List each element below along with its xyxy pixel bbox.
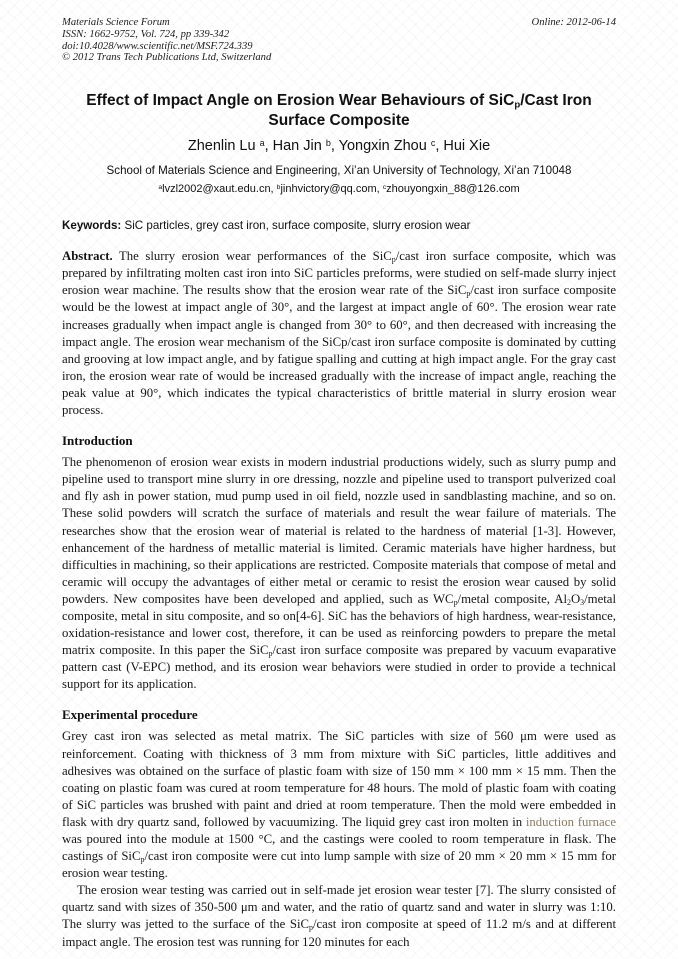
section-heading-introduction: Introduction	[62, 433, 133, 449]
authors-line: Zhenlin Lu $^a$, Han Jin $^b$, Yongxin Zhou $^c$, Hui Xie	[187, 138, 491, 155]
section-heading-experimental: Experimental procedure	[62, 707, 198, 723]
keywords-label: Keywords:	[62, 219, 122, 233]
journal-copyright-line: © 2012 Trans Tech Publications Ltd, Switzerland	[62, 52, 272, 64]
author-emails: $^a$lvzl2002@xaut.edu.cn, $^b$jinhvictory@qq.com, $^c$zhouyongxin_88@126.com	[158, 183, 520, 196]
paper-title: Effect of Impact Angle on Erosion Wear Behaviours of SiC$_p$/Cast Iron Surface Composite	[86, 92, 592, 129]
abstract-label: Abstract.	[62, 249, 113, 264]
journal-doi-line: doi:10.4028/www.scientific.net/MSF.724.339	[62, 40, 253, 52]
journal-issn-line: ISSN: 1662-9752, Vol. 724, pp 339-342	[62, 28, 230, 40]
introduction-paragraph: The phenomenon of erosion wear exists in modern industrial productions widely, such as slurry pump and pipeline used to transport mine slurry in ore dressing, nozzle and pipeline used to transport pulverized coal and fly ash in power station, mud pump used in oil field, nozzle used in sandblasting machine, and so on. These solid powders will scratch the surface of materials and result the wear failure of materials. The researches show that the erosion wear of material is related to the hardness of material [1-3]. However, enhancement of the hardness of metallic material is limited. Ceramic materials have higher hardness, but difficulties in machining, so their applications are restricted. Composite materials that compose of metal and ceramic will occupy the advantages of either metal or ceramic to resist the erosion wear caused by solid powders. New composites have been developed and applied, such as $WC_p$/metal composite, $Al_2O_3$/metal composite, metal in situ composite, and so on[4-6]. SiC has the behaviors of high hardness, wear-resistance, oxidation-resistance and lower cost, therefore, it can be used as reinforcing powders to prepare the metal matrix composite. In this paper the SiC$_p$/cast iron surface composite was prepared by vacuum evaparative pattern cast (V-EPC) method, and its erosion wear behaviors were studied in order to provide a technical support for its application.	[62, 455, 616, 692]
journal-name: Materials Science Forum	[62, 17, 170, 28]
experimental-p1-before: Grey cast iron was selected as metal matrix. The SiC particles with size of 560 μm were used as reinforcement. Coating with thickness of 3 mm from mixture with SiC particles, little additives and adhesives was obtained on the surface of plastic foam with size of 150 mm × 100 mm × 15 mm. Then the coating on plastic foam was cured at room temperature for 48 hours. The mold of plastic foam with coating of SiC particles was brushed with paint and dried at room temperature. Then the mold were embedded in flask with dry quartz sand, followed by vacuumizing. The liquid grey cast iron molten in	[62, 729, 616, 829]
affiliation-line: School of Materials Science and Engineering, Xi’an University of Technology, Xi’an 710048	[106, 164, 572, 178]
journal-header-left	[62, 17, 271, 64]
experimental-paragraph-1	[62, 728, 616, 882]
keywords-text: SiC particles, grey cast iron, surface composite, slurry erosion wear	[121, 219, 471, 233]
keywords-line	[62, 219, 616, 233]
abstract-text: The slurry erosion wear performances of the SiC$_p$/cast iron surface composite, which was prepared by infiltrating molten cast iron into SiC particles preforms, were studied on self-made slurry inject erosion wear machine. The results show that the erosion wear rate of the SiC$_p$/cast iron surface composite would be the lowest at impact angle of 30°, and the largest at impact angle of 60°. The erosion wear rate increases gradually when impact angle is changed from 30° to 60°, and then decreased with increasing the impact angle. The erosion wear mechanism of the SiCp/cast iron surface composite is dominated by cutting and grooving at low impact angle, and by fatigue spalling and cutting at high impact angle. For the gray cast iron, the erosion wear rate of would be increased gradually with the increase of impact angle, reaching the peak value at 90°, which indicates the typical characteristics of brittle material in slurry erosion wear process.	[62, 249, 617, 418]
experimental-p1-after: was poured into the module at 1500 °C, and the castings were cooled to room temperature in flask. The castings of SiC$_p$/cast iron composite were cut into lump sample with size of 20 mm × 20 mm × 15 mm for erosion wear testing.	[62, 832, 616, 881]
induction-furnace-link[interactable]: induction furnace	[525, 814, 616, 829]
journal-online-date: Online: 2012-06-14	[531, 17, 616, 28]
journal-header	[62, 17, 616, 64]
abstract-paragraph	[62, 248, 616, 419]
experimental-paragraph-2: The erosion wear testing was carried out in self-made jet erosion wear tester [7]. The slurry consisted of quartz sand with sizes of 350-500 μm and water, and the ratio of quartz sand and water in slurry was 1:10. The slurry was jetted to the surface of the SiC$_p$/cast iron composite at speed of 11.2 m/s and at different impact angle. The erosion test was running for 120 minutes for each	[62, 883, 616, 949]
